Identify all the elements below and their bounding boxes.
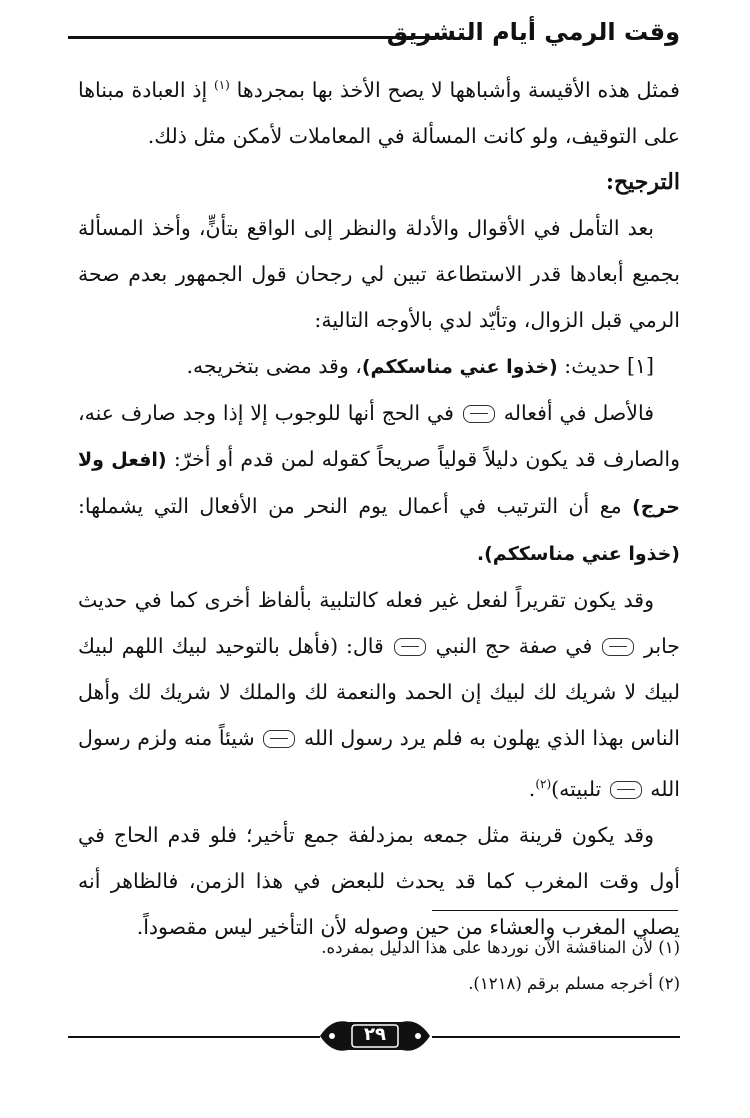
footnote-ref-2: (٢) [535,776,552,791]
honorific-icon [602,638,634,656]
honorific-icon [394,638,426,656]
body-text [78,62,680,950]
page-number-badge [318,1014,432,1058]
hadith-quote: (خذوا عني مناسككم) [361,355,558,378]
page-number: ٢٩ [364,1024,386,1045]
paragraph-1: فمثل هذه الأقيسة وأشباهها لا يصح الأخذ بها بمجردها $^{(١)}$ إذ العبادة مبناها على التوقيف، ولو كانت المسألة في المعاملات لأمكن مثل ذلك. [78,77,680,148]
paragraph-3: [١] حديث: (خذوا عني مناسككم)، وقد مضى بتخريجه. [186,353,654,378]
honorific-icon [263,730,295,748]
footer-rule-left [68,1036,320,1038]
paragraph-6: وقد يكون قرينة مثل جمعه بمزدلفة جمع تأخير؛ فلو قدم الحاج في أول وقت المغرب كما قد يحدث للبعض في هذا الزمن، فالظاهر أنه يصلي المغرب والعشاء من حين وصوله لأن التأخير ليس مقصوداً. [78,822,680,939]
paragraph-5: وقد يكون تقريراً لفعل غير فعله كالتلبية بألفاظ أخرى كما في حديث جابر في صفة حج النبي قال: (فأهل بالتوحيد لبيك اللهم لبيك لبيك لا شريك لك لبيك إن الحمد والنعمة لك والملك لا شريك لك وأهل الناس بهذا الذي يهلون به فلم يرد رسول الله شيئاً منه ولزم رسول الله تلبيته)$^{(٢)}$. [78,587,680,801]
running-header [68,18,680,58]
honorific-icon [463,405,495,423]
hadith-quote: (خذوا عني مناسككم). [476,542,680,565]
footnote-divider [432,910,678,911]
section-heading: الترجيح: [605,168,680,195]
footnotes [80,930,680,1002]
footer-rule-right [432,1036,680,1038]
paragraph-2: بعد التأمل في الأقوال والأدلة والنظر إلى الواقع بتأنٍّ، وأخذ المسألة بجميع أبعادها قدر الاستطاعة تبين لي رجحان قول الجمهور بعدم صحة الرمي قبل الزوال، وتأيّد لدي بالأوجه التالية: [78,215,680,332]
paragraph-4: فالأصل في أفعاله في الحج أنها للوجوب إلا إذا وجد صارف عنه، والصارف قد يكون دليلاً قولياً صريحاً كقوله لمن قدم أو أخرّ: (افعل ولا حرج) مع أن الترتيب في أعمال يوم النحر من الأفعال التي يشملها: (خذوا عني مناسككم). [78,400,680,565]
footnote-2: (٢) أخرجه مسلم برقم (١٢١٨). [468,974,680,993]
footnote-1: (١) لأن المناقشة الآن نوردها على هذا الدليل بمفرده. [321,938,680,957]
hadith-quote: (افعل ولا حرج) [78,448,680,518]
footnote-ref-1: (١) [214,78,230,92]
honorific-icon [610,781,642,799]
header-title: وقت الرمي أيام التشريق [386,18,680,46]
